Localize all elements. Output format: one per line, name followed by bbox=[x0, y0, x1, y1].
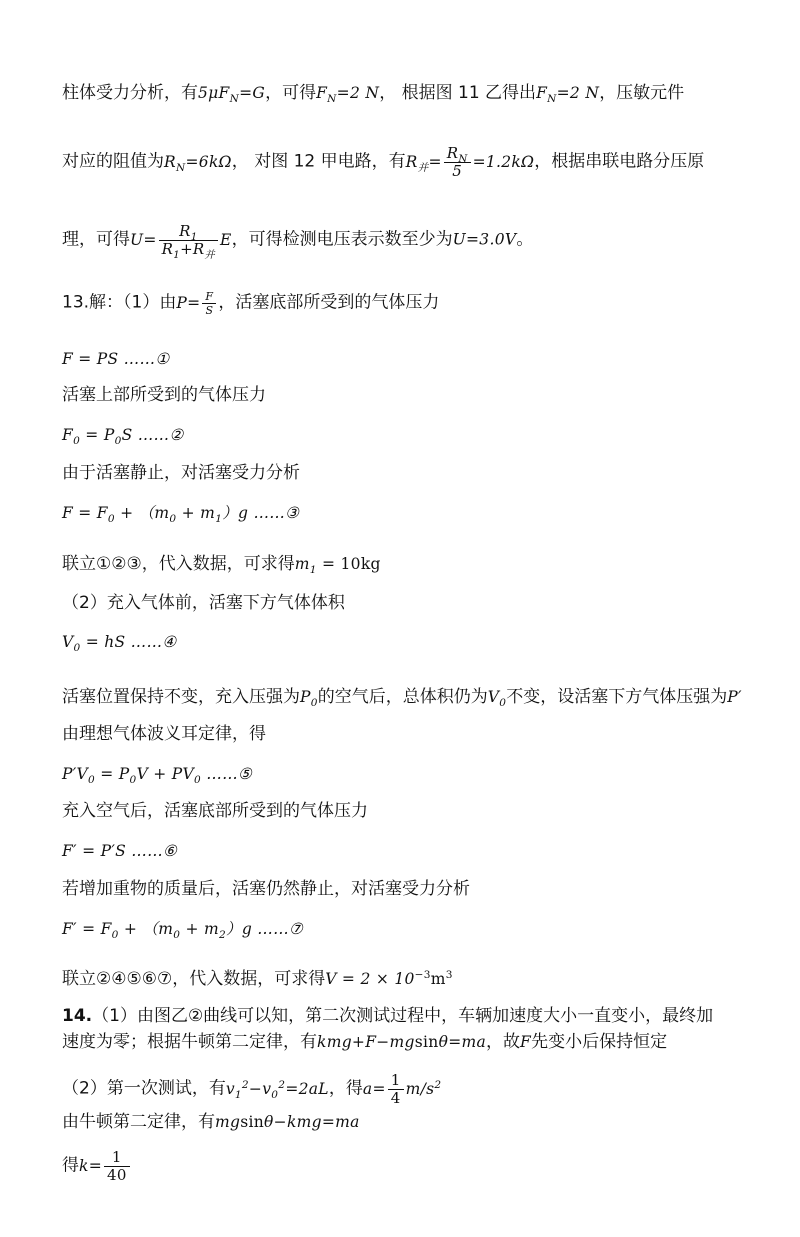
formula: U= $R_1$ $R_1+R_并$ E bbox=[130, 222, 232, 261]
text-line: $V_0$ = hS ……④ bbox=[62, 633, 177, 655]
fraction: $R_1$ $R_1+R_并$ bbox=[159, 224, 218, 257]
formula: $F_N=2$ N bbox=[316, 84, 380, 106]
text-line: 13.解：（1）由P= $\frac{F}{S}$ ，活塞底部所受到的气体压力 bbox=[62, 290, 440, 317]
text-line: $F' = F_0 + (m_0 + m_2)g$ ……⑦ bbox=[62, 920, 304, 942]
text-line: 得k= $\frac{1}{40}$ bbox=[62, 1150, 762, 1183]
formula: $m_1 = 10kg$ bbox=[294, 555, 381, 577]
formula: P= $\frac{F}{S}$ bbox=[176, 294, 218, 312]
formula: $5\mu F_N=G$ bbox=[198, 84, 266, 106]
fraction: $\frac{R_N}{5}$ bbox=[444, 146, 471, 179]
fraction: $\frac{1}{4}$ bbox=[388, 1073, 404, 1106]
formula: $V = 2 \times 10^{-3}m^3$ bbox=[325, 968, 453, 988]
text-line: $F_0 = P_0S$ ……② bbox=[62, 426, 184, 448]
text-line: 联立②④⑤⑥⑦，代入数据，可求得$V = 2 \times 10^{-3}m^3$ bbox=[62, 968, 453, 989]
formula: $P_0$ bbox=[300, 688, 318, 710]
text-line: $F = F_0 + (m_0 + m_1)g$ ……③ bbox=[62, 504, 300, 526]
formula: k= $\frac{1}{40}$ bbox=[79, 1157, 132, 1175]
text-line: 联立①②③，代入数据，可求得$m_1 = 10kg$ bbox=[62, 554, 381, 577]
text-line: 柱体受力分析，有$5\mu F_N=G$，可得$F_N=2$ N， 根据图 11 乙得出$F_N=2$ N，压敏元件 bbox=[62, 83, 685, 106]
formula: $F_N=2$ N bbox=[536, 84, 600, 106]
text-line: 14.（1）由图乙②曲线可以知，第二次测试过程中，车辆加速度大小一直变小，最终加 bbox=[62, 1006, 714, 1026]
text-line: （2）充入气体前，活塞下方气体体积 bbox=[62, 593, 345, 613]
fraction: $\frac{1}{40}$ bbox=[104, 1150, 130, 1183]
text-line: F = PS ……① bbox=[62, 350, 170, 368]
text-line: $P'V_0 = P_0V + PV_0$ ……⑤ bbox=[62, 765, 253, 787]
formula: P′ bbox=[727, 688, 742, 706]
text-line: 充入空气后，活塞底部所受到的气体压力 bbox=[62, 801, 368, 821]
formula: mgsinθ−kmg=ma bbox=[215, 1113, 360, 1131]
text-line: 活塞位置保持不变，充入压强为$P_0$的空气后，总体积仍为$V_0$不变，设活塞下方气体压强为P′ bbox=[62, 687, 742, 710]
text-line: 理，可得U= $R_1$ $R_1+R_并$ E，可得检测电压表示数至少为U=3.0V。 bbox=[62, 222, 534, 261]
formula: $R_并=$ $\frac{R_N}{5}$ =1.2kΩ bbox=[405, 144, 535, 180]
formula: $v_1^2-v_0^2=2aL$ bbox=[225, 1078, 329, 1101]
formula: $V_0$ bbox=[487, 688, 507, 710]
text-line: 由理想气体波义耳定律，得 bbox=[62, 724, 266, 744]
text-line: 速度为零；根据牛顿第二定律，有kmg+F−mgsinθ=ma，故F先变小后保持恒定 bbox=[62, 1032, 668, 1052]
formula: kmg+F−mgsinθ=ma bbox=[317, 1033, 487, 1051]
formula: U=3.0V bbox=[452, 230, 517, 249]
formula: a= $\frac{1}{4}$ $m/s^2$ bbox=[362, 1071, 442, 1107]
formula: $R_N=6k\Omega$ bbox=[164, 152, 232, 174]
text-line: F′ = P′S ……⑥ bbox=[62, 842, 178, 860]
text-line: 由于活塞静止，对活塞受力分析 bbox=[62, 463, 300, 483]
text-line: 由牛顿第二定律，有mgsinθ−kmg=ma bbox=[62, 1112, 360, 1132]
text-line: 若增加重物的质量后，活塞仍然静止，对活塞受力分析 bbox=[62, 879, 470, 899]
text-line: （2）第一次测试，有$v_1^2-v_0^2=2aL$，得a= $\frac{1}{4}$ $m/s^2$ bbox=[62, 1071, 442, 1107]
text-line: 对应的阻值为$R_N=6k\Omega$， 对图 12 甲电路，有$R_并=$ $\frac{R_N}{5}$ =1.2kΩ，根据串联电路分压原 bbox=[62, 144, 705, 180]
fraction: $\frac{F}{S}$ bbox=[202, 291, 216, 316]
text-line: 活塞上部所受到的气体压力 bbox=[62, 385, 266, 405]
